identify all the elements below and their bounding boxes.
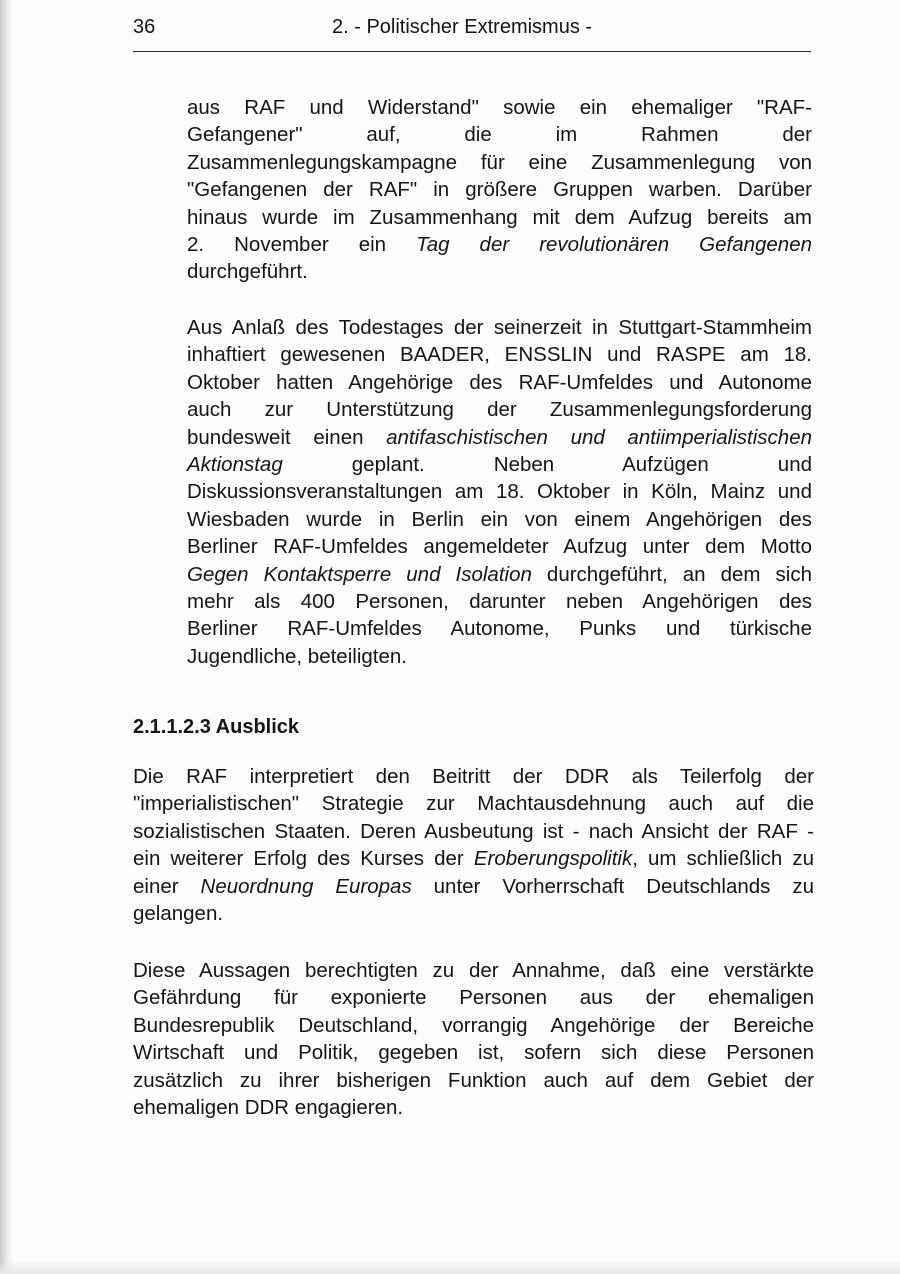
page-number: 36 (133, 16, 156, 38)
paragraph-line: Jugendliche, beteiligten. (187, 644, 407, 668)
paragraph-1 (187, 94, 812, 286)
paragraph-line: durchgeführt. (187, 260, 308, 284)
paragraph-line: auch zur Unterstützung der Zusammenlegungsforderung (187, 398, 812, 422)
paragraph-line: mehr als 400 Personen, darunter neben Angehörigen des (187, 590, 812, 614)
paragraph-line: Gefährdung für exponierte Personen aus der ehemaligen (133, 986, 814, 1010)
header-rule (133, 51, 811, 52)
text-run: unter Vorherrschaft Deutschlands zu (411, 874, 815, 898)
paragraph-line: "Gefangenen der RAF" in größere Gruppen warben. Darüber (187, 178, 812, 202)
paragraph-line: Bundesrepublik Deutschland, vorrangig Angehörige der Bereiche (133, 1013, 814, 1037)
text-run: 2. November ein (187, 233, 417, 257)
emphasis-text: Aktionstag (187, 453, 283, 477)
emphasis-text: Eroberungspolitik (473, 847, 633, 871)
paragraph-line (133, 845, 814, 872)
page-bottom-edge-shadow (0, 1260, 900, 1274)
text-run: , um schließlich zu (632, 847, 814, 871)
paragraph-line: Diskussionsveranstaltungen am 18. Oktober in Köln, Mainz und (187, 480, 812, 504)
paragraph-line: Gefangener" auf, die im Rahmen der (187, 123, 812, 147)
paragraph-line: sozialistischen Staaten. Deren Ausbeutung ist - nach Ansicht der RAF - (133, 819, 814, 843)
text-run: einer (133, 874, 201, 898)
paragraph-line (133, 873, 814, 900)
text-run: durchgeführt, an dem sich (531, 562, 812, 586)
paragraph-line: Wiesbaden wurde in Berlin ein von einem Angehörigen des (187, 507, 812, 531)
paragraph-3 (133, 763, 814, 927)
paragraph-line: inhaftiert gewesenen BAADER, ENSSLIN und RASPE am 18. (187, 343, 812, 367)
paragraph-line: zusätzlich zu ihrer bisherigen Funktion auch auf dem Gebiet der (133, 1068, 814, 1092)
section-heading (133, 716, 299, 739)
paragraph-line: Oktober hatten Angehörige des RAF-Umfeldes und Autonome (187, 370, 812, 394)
text-run: bundesweit einen (187, 425, 387, 449)
paragraph-line (187, 231, 812, 258)
paragraph-line: Aus Anlaß des Todestages der seinerzeit in Stuttgart-Stammheim (187, 316, 812, 339)
emphasis-text: Gegen Kontaktsperre und Isolation (187, 562, 532, 586)
page-left-edge-shadow (0, 0, 14, 1274)
section-number: 2.1.1.2.3 (133, 716, 211, 738)
paragraph-line: "imperialistischen" Strategie zur Machtausdehnung auch auf die (133, 792, 814, 816)
paragraph-4 (133, 957, 814, 1121)
paragraph-2 (187, 314, 812, 670)
emphasis-text: Neuordnung Europas (200, 874, 412, 898)
paragraph-line: Wirtschaft und Politik, gegeben ist, sofern sich diese Personen (133, 1041, 814, 1065)
section-title: Ausblick (215, 716, 300, 738)
paragraph-line (187, 561, 812, 588)
page-header (133, 12, 813, 52)
text-run: ein weiterer Erfolg des Kurses der (133, 847, 474, 871)
paragraph-line: ehemaligen DDR engagieren. (133, 1096, 404, 1120)
text-run: geplant. Neben Aufzügen und (282, 453, 812, 477)
paragraph-line (187, 424, 812, 451)
paragraph-line: Zusammenlegungskampagne für eine Zusammenlegung von (187, 150, 812, 174)
emphasis-text: antifaschistischen und antiimperialistischen (386, 425, 812, 449)
paragraph-line: hinaus wurde im Zusammenhang mit dem Aufzug bereits am (187, 205, 812, 229)
paragraph-line (187, 451, 812, 478)
paragraph-line: gelangen. (133, 902, 224, 926)
paragraph-line: Die RAF interpretiert den Beitritt der DDR als Teilerfolg der (133, 765, 814, 788)
running-head: 2. - Politischer Extremismus - (332, 16, 593, 38)
paragraph-line: aus RAF und Widerstand" sowie ein ehemaliger "RAF- (187, 96, 812, 119)
paragraph-line: Berliner RAF-Umfeldes Autonome, Punks und türkische (187, 617, 812, 641)
paragraph-line: Berliner RAF-Umfeldes angemeldeter Aufzug unter dem Motto (187, 535, 812, 559)
emphasis-text: Tag der revolutionären Gefangenen (416, 233, 812, 257)
paragraph-line: Diese Aussagen berechtigten zu der Annahme, daß eine verstärkte (133, 959, 814, 982)
